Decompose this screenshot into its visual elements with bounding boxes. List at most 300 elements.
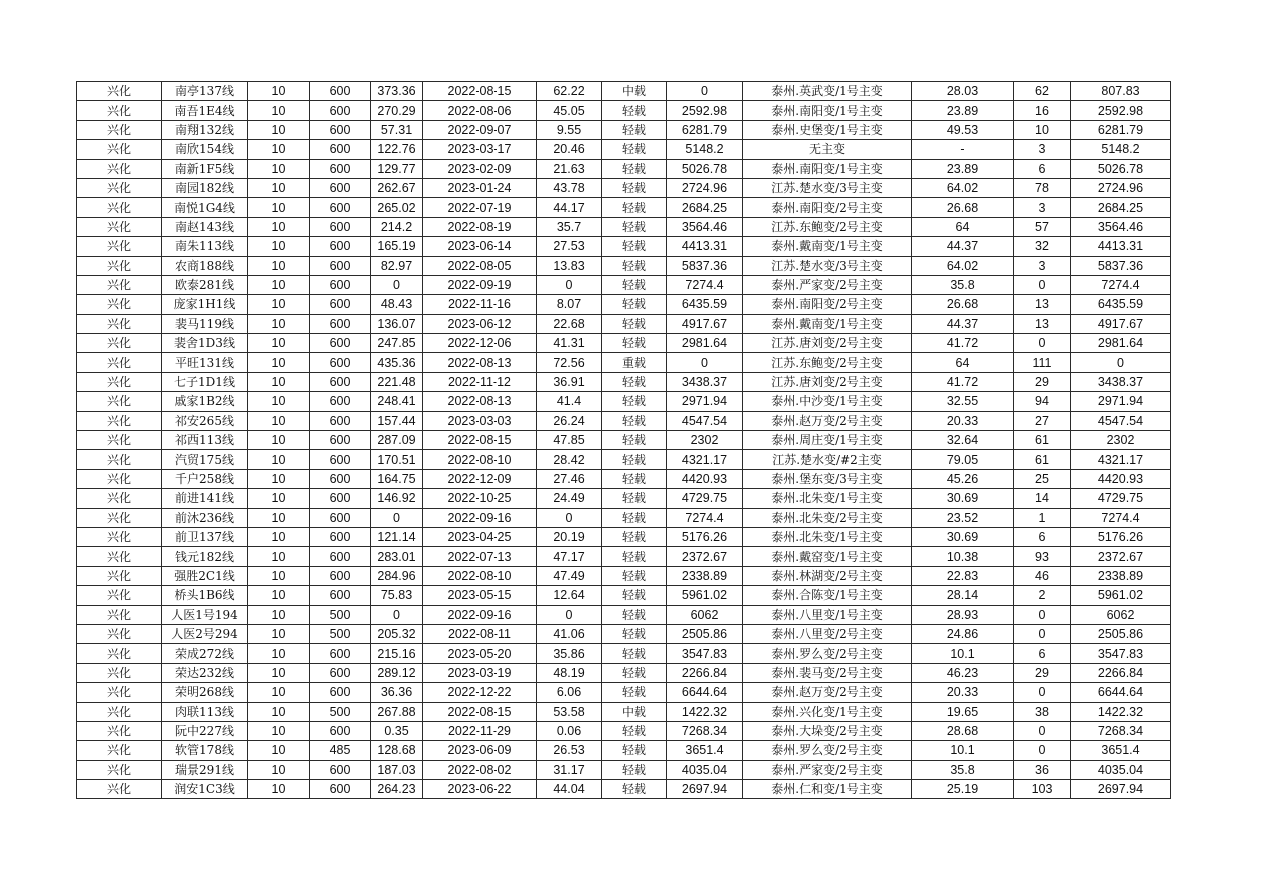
district-cell: 兴化 (77, 741, 162, 760)
transformer-cell: 泰州.赵万变/2号主变 (743, 411, 912, 430)
rated-current-cell: 600 (310, 431, 371, 450)
capacity-cell: 4035.04 (1071, 760, 1171, 779)
table-row (77, 198, 1171, 217)
capacity-cell: 4547.54 (1071, 411, 1171, 430)
transformer-cell: 江苏.唐刘变/2号主变 (743, 334, 912, 353)
date-cell: 2022-08-10 (423, 566, 537, 585)
table-row (77, 741, 1171, 760)
voltage-cell: 10 (248, 741, 310, 760)
line-name-cell: 南悦1G4线 (162, 198, 248, 217)
line-name-cell: 祁安265线 (162, 411, 248, 430)
rated-current-cell: 600 (310, 101, 371, 120)
rated-current-cell: 600 (310, 469, 371, 488)
count-cell: 0 (1014, 334, 1071, 353)
transformer-load-rate-cell: 49.53 (912, 120, 1014, 139)
max-current-cell: 262.67 (371, 178, 423, 197)
max-current-cell: 0 (371, 605, 423, 624)
line-name-cell: 农商188线 (162, 256, 248, 275)
voltage-cell: 10 (248, 314, 310, 333)
count-cell: 3 (1014, 140, 1071, 159)
table-row (77, 140, 1171, 159)
voltage-cell: 10 (248, 237, 310, 256)
voltage-cell: 10 (248, 411, 310, 430)
max-current-cell: 247.85 (371, 334, 423, 353)
count-cell: 57 (1014, 217, 1071, 236)
transformer-cell: 泰州.大垛变/2号主变 (743, 721, 912, 740)
rated-current-cell: 600 (310, 140, 371, 159)
date-cell: 2023-06-22 (423, 780, 537, 799)
transformer-cell: 江苏.楚水变/#2主变 (743, 450, 912, 469)
transformer-load-rate-cell: 35.8 (912, 760, 1014, 779)
load-status-cell: 轻载 (602, 120, 667, 139)
transformer-load-rate-cell: 45.26 (912, 469, 1014, 488)
rated-current-cell: 600 (310, 586, 371, 605)
transformer-cell: 泰州.中沙变/1号主变 (743, 392, 912, 411)
max-current-cell: 267.88 (371, 702, 423, 721)
transformer-cell: 泰州.英武变/1号主变 (743, 82, 912, 101)
capacity-cell: 6644.64 (1071, 683, 1171, 702)
table-row (77, 586, 1171, 605)
line-name-cell: 平旺131线 (162, 353, 248, 372)
load-rate-cell: 36.91 (537, 372, 602, 391)
count-cell: 6 (1014, 527, 1071, 546)
load-status-cell: 轻载 (602, 140, 667, 159)
transformer-load-rate-cell: 20.33 (912, 683, 1014, 702)
line-name-cell: 七子1D1线 (162, 372, 248, 391)
count-cell: 13 (1014, 314, 1071, 333)
voltage-cell: 10 (248, 721, 310, 740)
line-name-cell: 南翔132线 (162, 120, 248, 139)
rated-current-cell: 600 (310, 644, 371, 663)
table-row (77, 489, 1171, 508)
table-row (77, 314, 1171, 333)
load-status-cell: 轻载 (602, 217, 667, 236)
transformer-load-rate-cell: 10.38 (912, 547, 1014, 566)
line-name-cell: 南吾1E4线 (162, 101, 248, 120)
voltage-cell: 10 (248, 334, 310, 353)
capacity-cell: 3651.4 (1071, 741, 1171, 760)
table-row (77, 566, 1171, 585)
load-rate-cell: 45.05 (537, 101, 602, 120)
available-capacity-cell: 5176.26 (667, 527, 743, 546)
district-cell: 兴化 (77, 392, 162, 411)
table-row (77, 431, 1171, 450)
rated-current-cell: 600 (310, 120, 371, 139)
load-status-cell: 轻载 (602, 314, 667, 333)
date-cell: 2023-05-20 (423, 644, 537, 663)
load-status-cell: 轻载 (602, 741, 667, 760)
capacity-cell: 4917.67 (1071, 314, 1171, 333)
transformer-load-rate-cell: 41.72 (912, 334, 1014, 353)
rated-current-cell: 600 (310, 353, 371, 372)
max-current-cell: 373.36 (371, 82, 423, 101)
load-status-cell: 轻载 (602, 411, 667, 430)
table-row (77, 721, 1171, 740)
date-cell: 2023-03-17 (423, 140, 537, 159)
date-cell: 2022-10-25 (423, 489, 537, 508)
rated-current-cell: 600 (310, 295, 371, 314)
date-cell: 2022-08-10 (423, 450, 537, 469)
count-cell: 13 (1014, 295, 1071, 314)
line-name-cell: 南亭137线 (162, 82, 248, 101)
district-cell: 兴化 (77, 527, 162, 546)
available-capacity-cell: 0 (667, 353, 743, 372)
load-status-cell: 轻载 (602, 295, 667, 314)
rated-current-cell: 600 (310, 275, 371, 294)
max-current-cell: 264.23 (371, 780, 423, 799)
capacity-cell: 6281.79 (1071, 120, 1171, 139)
load-status-cell: 轻载 (602, 566, 667, 585)
max-current-cell: 0 (371, 508, 423, 527)
capacity-cell: 5026.78 (1071, 159, 1171, 178)
available-capacity-cell: 2372.67 (667, 547, 743, 566)
date-cell: 2022-11-29 (423, 721, 537, 740)
max-current-cell: 205.32 (371, 624, 423, 643)
table-row (77, 256, 1171, 275)
line-name-cell: 钱元182线 (162, 547, 248, 566)
district-cell: 兴化 (77, 702, 162, 721)
district-cell: 兴化 (77, 275, 162, 294)
max-current-cell: 121.14 (371, 527, 423, 546)
rated-current-cell: 500 (310, 702, 371, 721)
capacity-cell: 3564.46 (1071, 217, 1171, 236)
district-cell: 兴化 (77, 508, 162, 527)
load-status-cell: 中载 (602, 702, 667, 721)
max-current-cell: 284.96 (371, 566, 423, 585)
count-cell: 78 (1014, 178, 1071, 197)
voltage-cell: 10 (248, 198, 310, 217)
transformer-cell: 泰州.南阳变/2号主变 (743, 198, 912, 217)
count-cell: 0 (1014, 721, 1071, 740)
date-cell: 2022-08-11 (423, 624, 537, 643)
load-status-cell: 轻载 (602, 780, 667, 799)
count-cell: 10 (1014, 120, 1071, 139)
max-current-cell: 0.35 (371, 721, 423, 740)
available-capacity-cell: 2592.98 (667, 101, 743, 120)
district-cell: 兴化 (77, 489, 162, 508)
load-status-cell: 轻载 (602, 644, 667, 663)
district-cell: 兴化 (77, 431, 162, 450)
available-capacity-cell: 2684.25 (667, 198, 743, 217)
load-rate-cell: 47.49 (537, 566, 602, 585)
line-name-cell: 祁西113线 (162, 431, 248, 450)
capacity-cell: 7274.4 (1071, 275, 1171, 294)
rated-current-cell: 600 (310, 392, 371, 411)
rated-current-cell: 500 (310, 624, 371, 643)
date-cell: 2023-05-15 (423, 586, 537, 605)
load-rate-cell: 44.17 (537, 198, 602, 217)
load-rate-cell: 21.63 (537, 159, 602, 178)
load-rate-cell: 48.19 (537, 663, 602, 682)
transformer-load-rate-cell: 41.72 (912, 372, 1014, 391)
load-rate-cell: 6.06 (537, 683, 602, 702)
available-capacity-cell: 0 (667, 82, 743, 101)
line-name-cell: 裴马119线 (162, 314, 248, 333)
load-rate-cell: 44.04 (537, 780, 602, 799)
transformer-load-rate-cell: 35.8 (912, 275, 1014, 294)
load-rate-cell: 41.06 (537, 624, 602, 643)
line-name-cell: 前进141线 (162, 489, 248, 508)
rated-current-cell: 600 (310, 334, 371, 353)
date-cell: 2022-08-15 (423, 431, 537, 450)
date-cell: 2022-08-05 (423, 256, 537, 275)
max-current-cell: 248.41 (371, 392, 423, 411)
available-capacity-cell: 3438.37 (667, 372, 743, 391)
table-row (77, 178, 1171, 197)
max-current-cell: 287.09 (371, 431, 423, 450)
district-cell: 兴化 (77, 314, 162, 333)
district-cell: 兴化 (77, 295, 162, 314)
line-name-cell: 荣达232线 (162, 663, 248, 682)
date-cell: 2023-06-12 (423, 314, 537, 333)
count-cell: 14 (1014, 489, 1071, 508)
voltage-cell: 10 (248, 780, 310, 799)
available-capacity-cell: 2971.94 (667, 392, 743, 411)
rated-current-cell: 600 (310, 780, 371, 799)
capacity-cell: 5176.26 (1071, 527, 1171, 546)
date-cell: 2023-03-19 (423, 663, 537, 682)
rated-current-cell: 600 (310, 178, 371, 197)
transformer-cell: 泰州.赵万变/2号主变 (743, 683, 912, 702)
rated-current-cell: 485 (310, 741, 371, 760)
transformer-cell: 江苏.东鲍变/2号主变 (743, 353, 912, 372)
capacity-cell: 2592.98 (1071, 101, 1171, 120)
line-name-cell: 庞家1H1线 (162, 295, 248, 314)
district-cell: 兴化 (77, 159, 162, 178)
line-name-cell: 戚家1B2线 (162, 392, 248, 411)
load-status-cell: 轻载 (602, 605, 667, 624)
district-cell: 兴化 (77, 780, 162, 799)
count-cell: 0 (1014, 275, 1071, 294)
count-cell: 62 (1014, 82, 1071, 101)
table-row (77, 683, 1171, 702)
count-cell: 93 (1014, 547, 1071, 566)
load-rate-cell: 20.46 (537, 140, 602, 159)
max-current-cell: 157.44 (371, 411, 423, 430)
transformer-load-rate-cell: 28.68 (912, 721, 1014, 740)
load-status-cell: 轻载 (602, 159, 667, 178)
rated-current-cell: 600 (310, 721, 371, 740)
date-cell: 2022-09-19 (423, 275, 537, 294)
load-rate-cell: 43.78 (537, 178, 602, 197)
date-cell: 2022-12-09 (423, 469, 537, 488)
transformer-cell: 泰州.北朱变/1号主变 (743, 527, 912, 546)
table-row (77, 392, 1171, 411)
available-capacity-cell: 4420.93 (667, 469, 743, 488)
table-row (77, 372, 1171, 391)
voltage-cell: 10 (248, 159, 310, 178)
transformer-cell: 泰州.史堡变/1号主变 (743, 120, 912, 139)
transformer-load-rate-cell: 32.64 (912, 431, 1014, 450)
load-status-cell: 中载 (602, 82, 667, 101)
date-cell: 2022-09-16 (423, 605, 537, 624)
rated-current-cell: 600 (310, 508, 371, 527)
voltage-cell: 10 (248, 547, 310, 566)
load-status-cell: 轻载 (602, 101, 667, 120)
rated-current-cell: 600 (310, 760, 371, 779)
available-capacity-cell: 4547.54 (667, 411, 743, 430)
voltage-cell: 10 (248, 353, 310, 372)
district-cell: 兴化 (77, 101, 162, 120)
date-cell: 2022-08-15 (423, 702, 537, 721)
date-cell: 2023-01-24 (423, 178, 537, 197)
district-cell: 兴化 (77, 450, 162, 469)
voltage-cell: 10 (248, 140, 310, 159)
load-status-cell: 轻载 (602, 450, 667, 469)
count-cell: 29 (1014, 663, 1071, 682)
load-rate-cell: 47.17 (537, 547, 602, 566)
max-current-cell: 283.01 (371, 547, 423, 566)
table-row (77, 702, 1171, 721)
transformer-cell: 泰州.兴化变/1号主变 (743, 702, 912, 721)
capacity-cell: 4321.17 (1071, 450, 1171, 469)
capacity-cell: 0 (1071, 353, 1171, 372)
count-cell: 0 (1014, 605, 1071, 624)
line-name-cell: 南园182线 (162, 178, 248, 197)
transformer-cell: 无主变 (743, 140, 912, 159)
load-rate-cell: 22.68 (537, 314, 602, 333)
transformer-load-rate-cell: 64 (912, 217, 1014, 236)
available-capacity-cell: 5837.36 (667, 256, 743, 275)
rated-current-cell: 500 (310, 605, 371, 624)
line-name-cell: 前沐236线 (162, 508, 248, 527)
load-rate-cell: 26.53 (537, 741, 602, 760)
capacity-cell: 2971.94 (1071, 392, 1171, 411)
line-name-cell: 荣成272线 (162, 644, 248, 663)
transformer-load-rate-cell: 64 (912, 353, 1014, 372)
district-cell: 兴化 (77, 624, 162, 643)
max-current-cell: 165.19 (371, 237, 423, 256)
available-capacity-cell: 3547.83 (667, 644, 743, 663)
date-cell: 2022-07-13 (423, 547, 537, 566)
line-name-cell: 前卫137线 (162, 527, 248, 546)
count-cell: 111 (1014, 353, 1071, 372)
load-rate-cell: 72.56 (537, 353, 602, 372)
max-current-cell: 435.36 (371, 353, 423, 372)
transformer-cell: 江苏.楚水变/3号主变 (743, 256, 912, 275)
district-cell: 兴化 (77, 760, 162, 779)
count-cell: 25 (1014, 469, 1071, 488)
line-name-cell: 欧泰281线 (162, 275, 248, 294)
load-status-cell: 轻载 (602, 547, 667, 566)
count-cell: 38 (1014, 702, 1071, 721)
available-capacity-cell: 2981.64 (667, 334, 743, 353)
date-cell: 2022-11-12 (423, 372, 537, 391)
load-rate-cell: 31.17 (537, 760, 602, 779)
load-status-cell: 重载 (602, 353, 667, 372)
voltage-cell: 10 (248, 566, 310, 585)
available-capacity-cell: 7274.4 (667, 508, 743, 527)
district-cell: 兴化 (77, 683, 162, 702)
load-rate-cell: 35.86 (537, 644, 602, 663)
transformer-load-rate-cell: 24.86 (912, 624, 1014, 643)
transformer-cell: 泰州.林湖变/2号主变 (743, 566, 912, 585)
transformer-load-rate-cell: 10.1 (912, 741, 1014, 760)
count-cell: 2 (1014, 586, 1071, 605)
transformer-cell: 江苏.唐刘变/2号主变 (743, 372, 912, 391)
load-status-cell: 轻载 (602, 392, 667, 411)
voltage-cell: 10 (248, 431, 310, 450)
rated-current-cell: 600 (310, 411, 371, 430)
transformer-cell: 泰州.南阳变/1号主变 (743, 101, 912, 120)
load-rate-cell: 9.55 (537, 120, 602, 139)
line-name-cell: 人医1号194 (162, 605, 248, 624)
voltage-cell: 10 (248, 663, 310, 682)
voltage-cell: 10 (248, 469, 310, 488)
district-cell: 兴化 (77, 256, 162, 275)
table-row (77, 275, 1171, 294)
capacity-cell: 5837.36 (1071, 256, 1171, 275)
transformer-cell: 泰州.仁和变/1号主变 (743, 780, 912, 799)
voltage-cell: 10 (248, 586, 310, 605)
transformer-load-rate-cell: 26.68 (912, 295, 1014, 314)
rated-current-cell: 600 (310, 489, 371, 508)
voltage-cell: 10 (248, 702, 310, 721)
load-rate-cell: 35.7 (537, 217, 602, 236)
load-rate-cell: 41.4 (537, 392, 602, 411)
date-cell: 2022-09-16 (423, 508, 537, 527)
line-name-cell: 瑞景291线 (162, 760, 248, 779)
voltage-cell: 10 (248, 295, 310, 314)
transformer-cell: 泰州.戴南变/1号主变 (743, 237, 912, 256)
voltage-cell: 10 (248, 217, 310, 236)
available-capacity-cell: 4413.31 (667, 237, 743, 256)
district-cell: 兴化 (77, 605, 162, 624)
transformer-cell: 泰州.南阳变/1号主变 (743, 159, 912, 178)
district-cell: 兴化 (77, 353, 162, 372)
district-cell: 兴化 (77, 644, 162, 663)
transformer-load-rate-cell: 44.37 (912, 314, 1014, 333)
line-name-cell: 软管178线 (162, 741, 248, 760)
max-current-cell: 214.2 (371, 217, 423, 236)
table-row (77, 295, 1171, 314)
count-cell: 1 (1014, 508, 1071, 527)
max-current-cell: 0 (371, 275, 423, 294)
date-cell: 2022-08-15 (423, 82, 537, 101)
transformer-load-rate-cell: 46.23 (912, 663, 1014, 682)
district-cell: 兴化 (77, 120, 162, 139)
load-rate-cell: 8.07 (537, 295, 602, 314)
available-capacity-cell: 2697.94 (667, 780, 743, 799)
transformer-load-rate-cell: 64.02 (912, 256, 1014, 275)
count-cell: 36 (1014, 760, 1071, 779)
load-rate-cell: 27.53 (537, 237, 602, 256)
capacity-cell: 2302 (1071, 431, 1171, 450)
transformer-cell: 泰州.北朱变/1号主变 (743, 489, 912, 508)
available-capacity-cell: 2505.86 (667, 624, 743, 643)
date-cell: 2022-07-19 (423, 198, 537, 217)
max-current-cell: 122.76 (371, 140, 423, 159)
voltage-cell: 10 (248, 178, 310, 197)
capacity-cell: 2505.86 (1071, 624, 1171, 643)
load-status-cell: 轻载 (602, 760, 667, 779)
line-name-cell: 强胜2C1线 (162, 566, 248, 585)
count-cell: 94 (1014, 392, 1071, 411)
max-current-cell: 270.29 (371, 101, 423, 120)
load-rate-cell: 47.85 (537, 431, 602, 450)
voltage-cell: 10 (248, 527, 310, 546)
available-capacity-cell: 7268.34 (667, 721, 743, 740)
date-cell: 2022-08-13 (423, 392, 537, 411)
available-capacity-cell: 4917.67 (667, 314, 743, 333)
load-status-cell: 轻载 (602, 237, 667, 256)
max-current-cell: 82.97 (371, 256, 423, 275)
line-name-cell: 南赵143线 (162, 217, 248, 236)
load-rate-cell: 12.64 (537, 586, 602, 605)
available-capacity-cell: 6281.79 (667, 120, 743, 139)
count-cell: 61 (1014, 450, 1071, 469)
voltage-cell: 10 (248, 644, 310, 663)
